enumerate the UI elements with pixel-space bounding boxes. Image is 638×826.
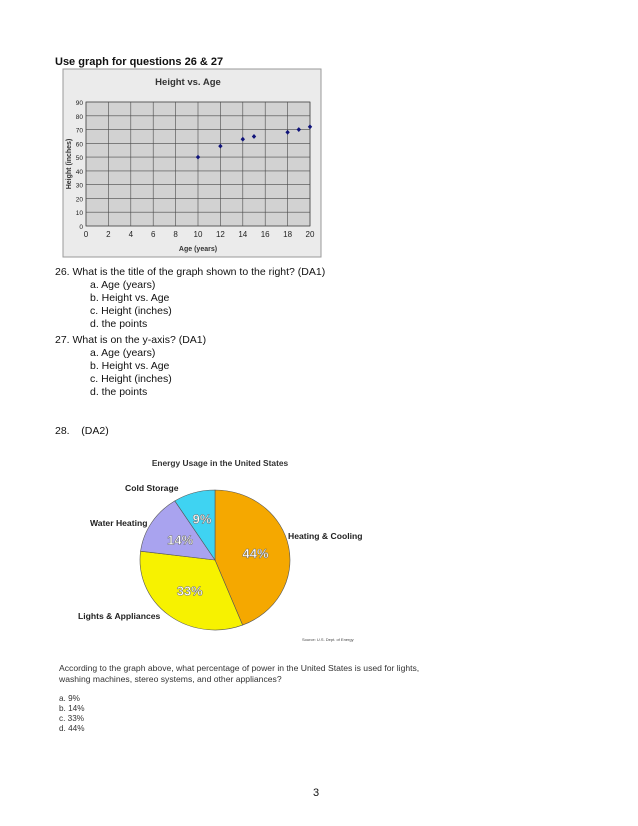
x-tick-label: 6 — [150, 230, 156, 239]
y-tick-label: 30 — [75, 182, 83, 190]
x-tick-label: 4 — [128, 230, 134, 239]
y-tick-label: 80 — [75, 113, 83, 121]
energy-usage-pie-chart — [60, 450, 380, 650]
pie-category-label: Cold Storage — [125, 483, 179, 493]
x-tick-label: 12 — [215, 230, 225, 239]
x-tick-label: 20 — [305, 230, 315, 239]
q26-option-b: b. Height vs. Age — [90, 292, 170, 304]
pie-title: Energy Usage in the United States — [151, 458, 289, 468]
x-tick-label: 2 — [106, 230, 111, 239]
pie-value-label: 14% — [167, 532, 194, 548]
x-tick-label: 10 — [193, 230, 203, 239]
y-tick-label: 20 — [75, 196, 83, 204]
pie-category-label: Water Heating — [90, 518, 148, 528]
q27-option-a: a. Age (years) — [90, 347, 156, 359]
q27-option-c: c. Height (inches) — [90, 373, 172, 385]
pie-category-label: Lights & Appliances — [78, 611, 161, 621]
pie-question-line-1: According to the graph above, what percentage of power in the United States is used for lights, — [59, 663, 420, 673]
y-tick-label: 0 — [79, 224, 83, 231]
pie-question-line-2: washing machines, stereo systems, and other appliances? — [59, 674, 282, 684]
pie-option-c: c. 33% — [59, 714, 85, 723]
x-tick-label: 0 — [83, 230, 89, 239]
x-axis-label: Age (years) — [178, 246, 218, 253]
question-27: 27. What is on the y-axis? (DA1) — [55, 334, 207, 346]
pie-value-label: 9% — [192, 511, 212, 527]
q26-option-c: c. Height (inches) — [90, 305, 172, 317]
x-tick-label: 18 — [283, 230, 293, 239]
pie-source: Source: U.S. Dept. of Energy — [302, 637, 354, 642]
x-tick-label: 16 — [260, 230, 270, 239]
page-number: 3 — [313, 787, 320, 799]
height-vs-age-chart — [62, 68, 322, 258]
x-tick-label: 14 — [238, 230, 248, 239]
q26-option-d: d. the points — [90, 318, 148, 330]
y-axis-label: Height (inches) — [66, 138, 73, 190]
section-heading: Use graph for questions 26 & 27 — [55, 56, 224, 68]
q27-option-d: d. the points — [90, 386, 148, 398]
y-tick-label: 60 — [75, 141, 83, 149]
pie-value-label: 44% — [242, 545, 269, 561]
y-tick-label: 40 — [75, 168, 83, 176]
y-tick-label: 10 — [75, 210, 83, 218]
pie-category-label: Heating & Cooling — [288, 531, 363, 541]
pie-option-b: b. 14% — [59, 704, 85, 713]
q27-option-b: b. Height vs. Age — [90, 360, 170, 372]
question-26: 26. What is the title of the graph shown to the right? (DA1) — [55, 266, 326, 278]
pie-option-d: d. 44% — [59, 724, 85, 733]
pie-option-a: a. 9% — [59, 694, 80, 703]
x-tick-label: 8 — [173, 230, 178, 239]
q26-option-a: a. Age (years) — [90, 279, 156, 291]
y-tick-label: 90 — [75, 100, 83, 107]
question-28: 28. (DA2) — [55, 425, 109, 437]
y-tick-label: 50 — [75, 155, 83, 163]
pie-value-label: 33% — [176, 583, 203, 599]
y-tick-label: 70 — [75, 127, 83, 135]
chart-title: Height vs. Age — [155, 77, 221, 88]
